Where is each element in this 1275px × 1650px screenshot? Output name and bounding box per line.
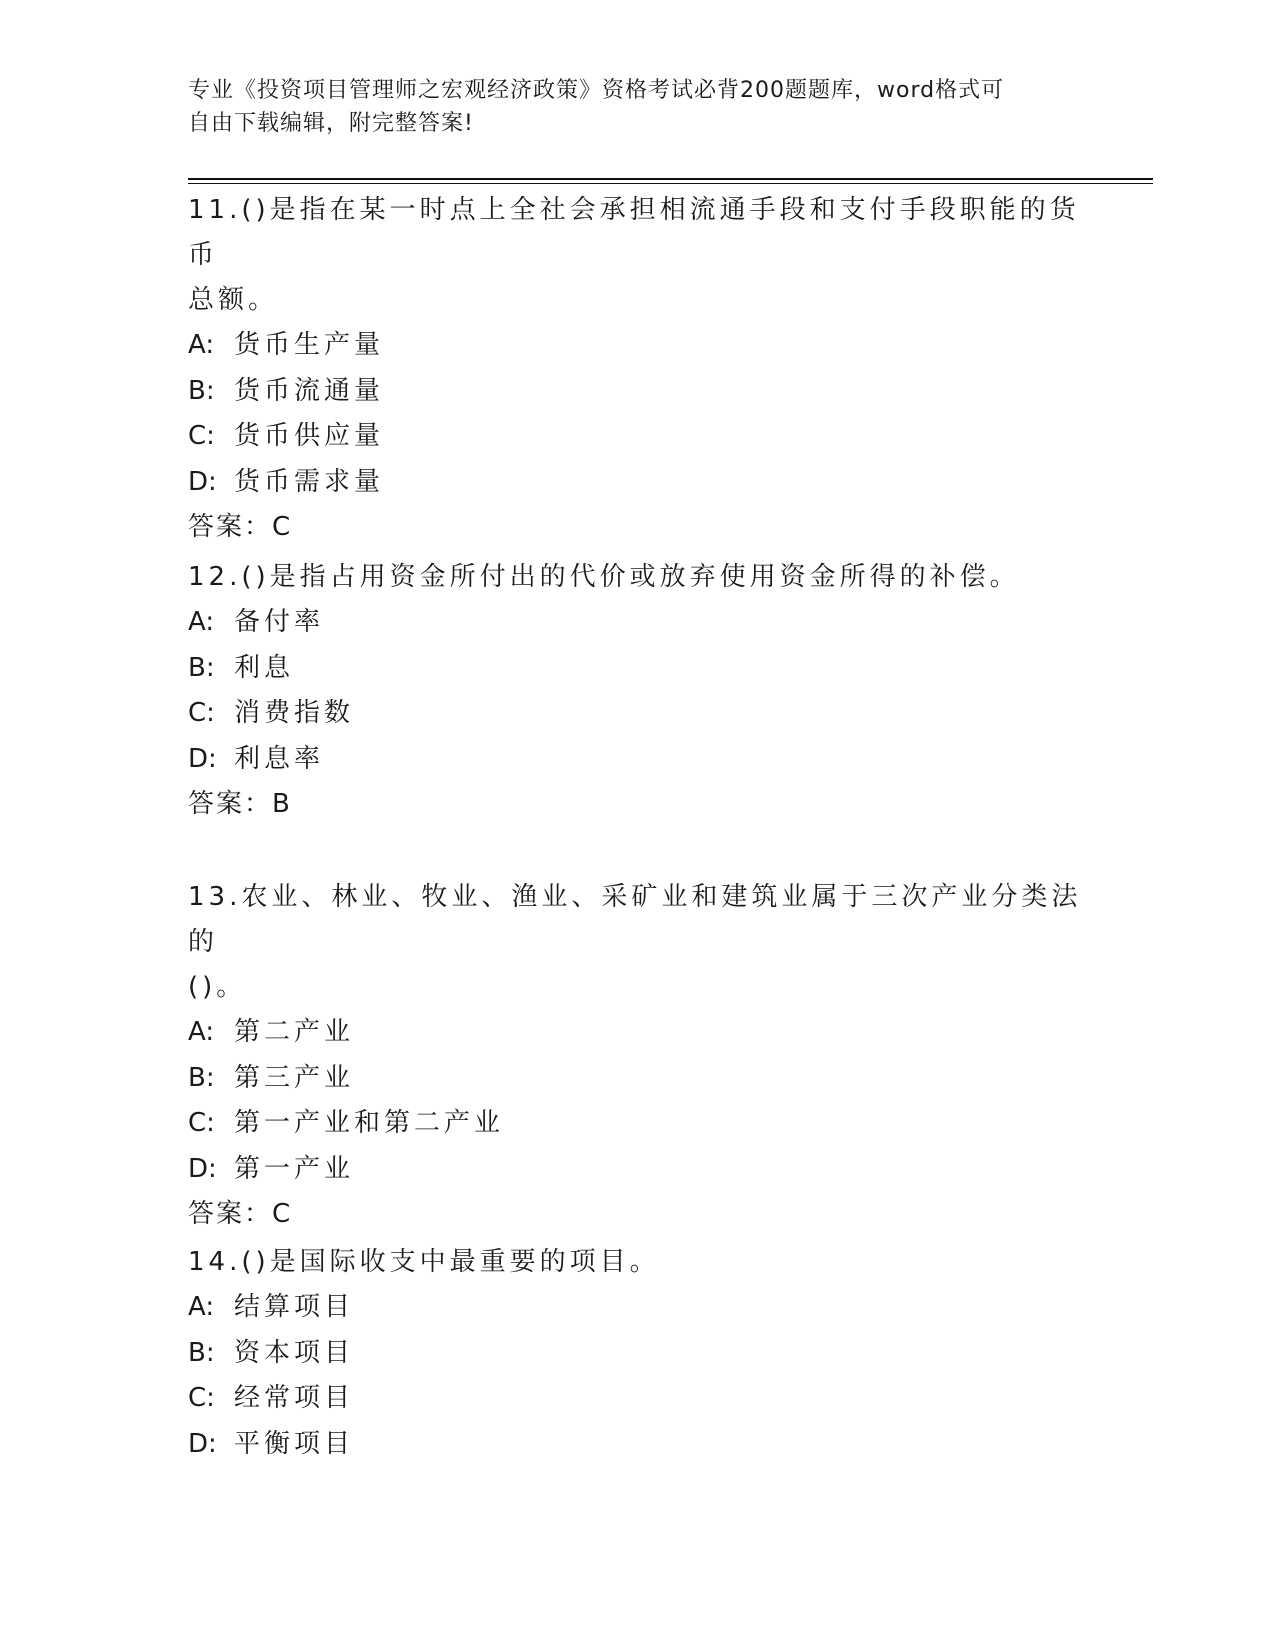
option-text: 货币供应量 <box>234 421 385 451</box>
option-c <box>188 414 1088 460</box>
question-stem: 14.()是国际收支中最重要的项目。 <box>188 1247 660 1277</box>
option-letter: D: <box>188 743 217 774</box>
question-13 <box>188 875 1088 1237</box>
option-b <box>188 1056 1088 1102</box>
option-d <box>188 737 1088 783</box>
option-letter: C: <box>188 1108 215 1138</box>
option-text: 第一产业 <box>234 1153 355 1184</box>
option-letter: B: <box>188 1337 215 1368</box>
option-text: 第二产业 <box>234 1017 355 1047</box>
question-stem-cont: 总额。 <box>188 285 279 315</box>
option-letter: B: <box>188 1062 215 1093</box>
option-letter: C: <box>188 421 215 451</box>
question-12 <box>188 555 1088 827</box>
question-14 <box>188 1240 1088 1467</box>
option-text: 货币流通量 <box>234 375 385 406</box>
option-b <box>188 369 1088 415</box>
option-letter: D: <box>188 466 217 497</box>
option-letter: C: <box>188 698 215 728</box>
option-d <box>188 1422 1088 1468</box>
option-letter: D: <box>188 1153 217 1184</box>
question-stem: 13.农业、林业、牧业、渔业、采矿业和建筑业属于三次产业分类法的 <box>188 882 1082 957</box>
option-text: 第一产业和第二产业 <box>234 1108 505 1138</box>
question-stem-cont: ()。 <box>188 972 247 1002</box>
option-b <box>188 1331 1088 1377</box>
option-text: 结算项目 <box>234 1292 355 1322</box>
option-text: 经常项目 <box>234 1383 355 1413</box>
header-rule-thin <box>188 183 1153 184</box>
option-text: 利息 <box>234 652 295 683</box>
option-text: 备付率 <box>234 607 325 637</box>
question-stem: 12.()是指占用资金所付出的代价或放弃使用资金所得的补偿。 <box>188 562 1020 592</box>
option-letter: C: <box>188 1383 215 1413</box>
option-c <box>188 1376 1088 1422</box>
option-letter: D: <box>188 1428 217 1459</box>
option-letter: B: <box>188 652 215 683</box>
option-d <box>188 1147 1088 1193</box>
answer-line: 答案：C <box>188 1199 293 1229</box>
option-text: 资本项目 <box>234 1337 355 1368</box>
document-header <box>188 74 1068 140</box>
option-a <box>188 600 1088 646</box>
answer-line: 答案：B <box>188 789 292 819</box>
option-text: 利息率 <box>234 743 325 774</box>
header-rule-thick <box>188 178 1153 180</box>
option-c <box>188 1101 1088 1147</box>
option-letter: A: <box>188 1292 215 1322</box>
option-text: 平衡项目 <box>234 1428 355 1459</box>
option-a <box>188 323 1088 369</box>
option-d <box>188 460 1088 506</box>
answer-line: 答案：C <box>188 512 293 542</box>
option-text: 消费指数 <box>234 698 355 728</box>
option-c <box>188 691 1088 737</box>
option-text: 货币生产量 <box>234 330 385 360</box>
option-text: 货币需求量 <box>234 466 385 497</box>
option-letter: B: <box>188 375 215 406</box>
header-line-1: 专业《投资项目管理师之宏观经济政策》资格考试必背200题题库，word格式可 <box>188 78 1005 103</box>
option-letter: A: <box>188 607 215 637</box>
option-letter: A: <box>188 330 215 360</box>
option-a <box>188 1285 1088 1331</box>
header-line-2: 自由下载编辑，附完整答案! <box>188 111 474 136</box>
option-b <box>188 646 1088 692</box>
option-text: 第三产业 <box>234 1062 355 1093</box>
question-11 <box>188 188 1088 550</box>
option-a <box>188 1010 1088 1056</box>
question-stem: 11.()是指在某一时点上全社会承担相流通手段和支付手段职能的货币 <box>188 195 1080 270</box>
option-letter: A: <box>188 1017 215 1047</box>
